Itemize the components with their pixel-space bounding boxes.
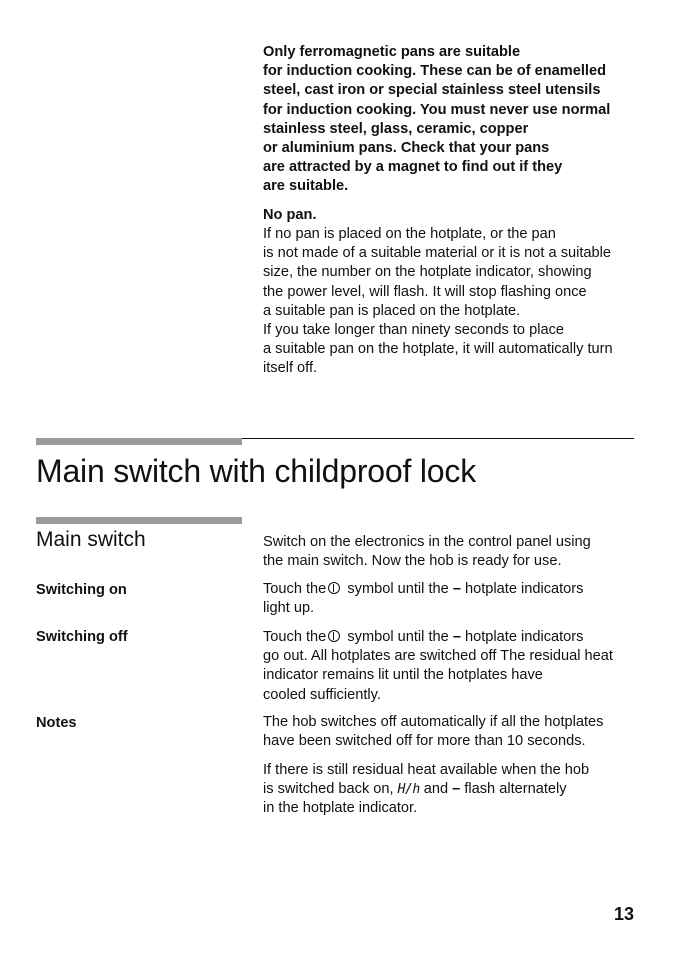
warning-line: Only ferromagnetic pans are suitable [263, 44, 521, 60]
notes-line: have been switched off for more than 10 seconds. [263, 733, 586, 750]
text-fragment: symbol until the [343, 581, 449, 597]
intro-line: the main switch. Now the hob is ready for use. [263, 553, 562, 570]
warning-line: for induction cooking. These can be of enamelled [263, 63, 607, 80]
notes-para-2 [263, 761, 653, 819]
switching-off-line [263, 628, 653, 647]
text-fragment: hotplate indicators [465, 629, 584, 645]
warning-line: are attracted by a magnet to find out if they [263, 159, 563, 176]
section-rule-thin [242, 438, 634, 439]
text-fragment: hotplate indicators [465, 581, 584, 597]
no-pan-line: a suitable pan is placed on the hotplate. [263, 302, 521, 319]
warning-line: stainless steel, glass, ceramic, copper [263, 120, 529, 137]
switching-on-label: Switching on [36, 582, 127, 598]
text-fragment: symbol until the [343, 629, 449, 645]
notes-line: The hob switches off automatically if all the hotplates [263, 714, 604, 730]
induction-warning [263, 43, 653, 197]
notes-label: Notes [36, 715, 77, 731]
text-fragment: Touch the [263, 629, 327, 645]
main-switch-intro [263, 533, 653, 571]
no-pan-heading: No pan. [263, 207, 317, 223]
switching-off-line: indicator remains lit until the hotplates have [263, 667, 543, 684]
section-rule-thick [36, 438, 242, 445]
no-pan-line: a suitable pan on the hotplate, it will automatically turn [263, 341, 613, 358]
subsection-title: Main switch [36, 528, 146, 551]
residual-heat-symbol: H/h [397, 782, 420, 798]
warning-line: or aluminium pans. Check that your pans [263, 140, 550, 157]
warning-line: steel, cast iron or special stainless steel utensils [263, 82, 601, 99]
no-pan-line: size, the number on the hotplate indicator, showing [263, 264, 592, 281]
section-title: Main switch with childproof lock [36, 453, 476, 489]
power-icon [328, 630, 340, 642]
switching-off-text [263, 628, 653, 705]
switching-on-line: light up. [263, 600, 315, 617]
switching-on-line [263, 580, 653, 599]
dash-symbol: – [452, 629, 461, 645]
dash-symbol: – [452, 781, 461, 798]
switching-off-label: Switching off [36, 629, 128, 645]
power-icon [328, 582, 340, 594]
notes-para-1 [263, 713, 653, 751]
no-pan-line: If no pan is placed on the hotplate, or the pan [263, 226, 556, 242]
no-pan-line: itself off. [263, 360, 318, 377]
switching-off-line: cooled sufficiently. [263, 686, 381, 703]
intro-line: Switch on the electronics in the control panel using [263, 534, 591, 550]
dash-symbol: – [452, 581, 461, 597]
switching-off-line: go out. All hotplates are switched off The residual heat [263, 648, 613, 665]
text-fragment: is switched back on, [263, 781, 394, 798]
subsection-rule [36, 517, 242, 524]
notes-line: If there is still residual heat available when the hob [263, 762, 590, 778]
warning-line: are suitable. [263, 178, 349, 195]
text-fragment: flash alternately [464, 781, 567, 798]
text-fragment: and [423, 781, 449, 798]
no-pan-line: is not made of a suitable material or it is not a suitable [263, 245, 611, 262]
page-number: 13 [613, 904, 634, 924]
no-pan-text [263, 225, 653, 379]
switching-on-text [263, 580, 653, 618]
no-pan-line: If you take longer than ninety seconds to place [263, 322, 564, 339]
no-pan-line: the power level, will flash. It will stop flashing once [263, 283, 587, 300]
warning-line: for induction cooking. You must never use normal [263, 101, 611, 118]
notes-line [263, 780, 653, 799]
notes-line: in the hotplate indicator. [263, 800, 418, 817]
text-fragment: Touch the [263, 581, 327, 597]
